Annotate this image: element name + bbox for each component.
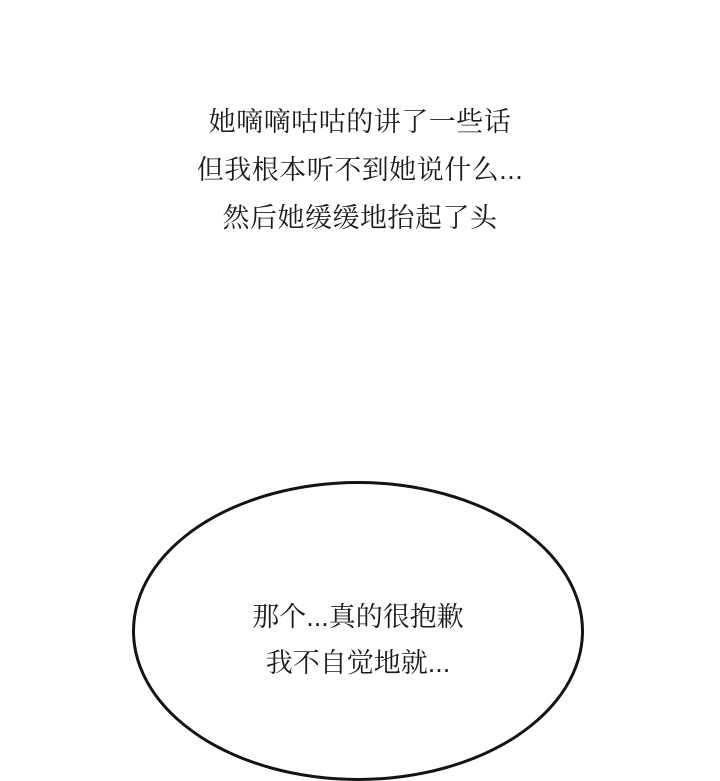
narration-line-3: 然后她缓缓地抬起了头 xyxy=(222,203,498,233)
balloon-line-1: 那个...真的很抱歉 xyxy=(252,602,464,632)
narration-line-2: 但我根本听不到她说什么... xyxy=(196,155,524,185)
narration-text-block xyxy=(0,98,720,242)
narration-line-1: 她嘀嘀咕咕的讲了一些话 xyxy=(208,107,512,137)
balloon-line-2: 我不自觉地就... xyxy=(265,648,451,678)
speech-balloon-text xyxy=(132,594,584,686)
